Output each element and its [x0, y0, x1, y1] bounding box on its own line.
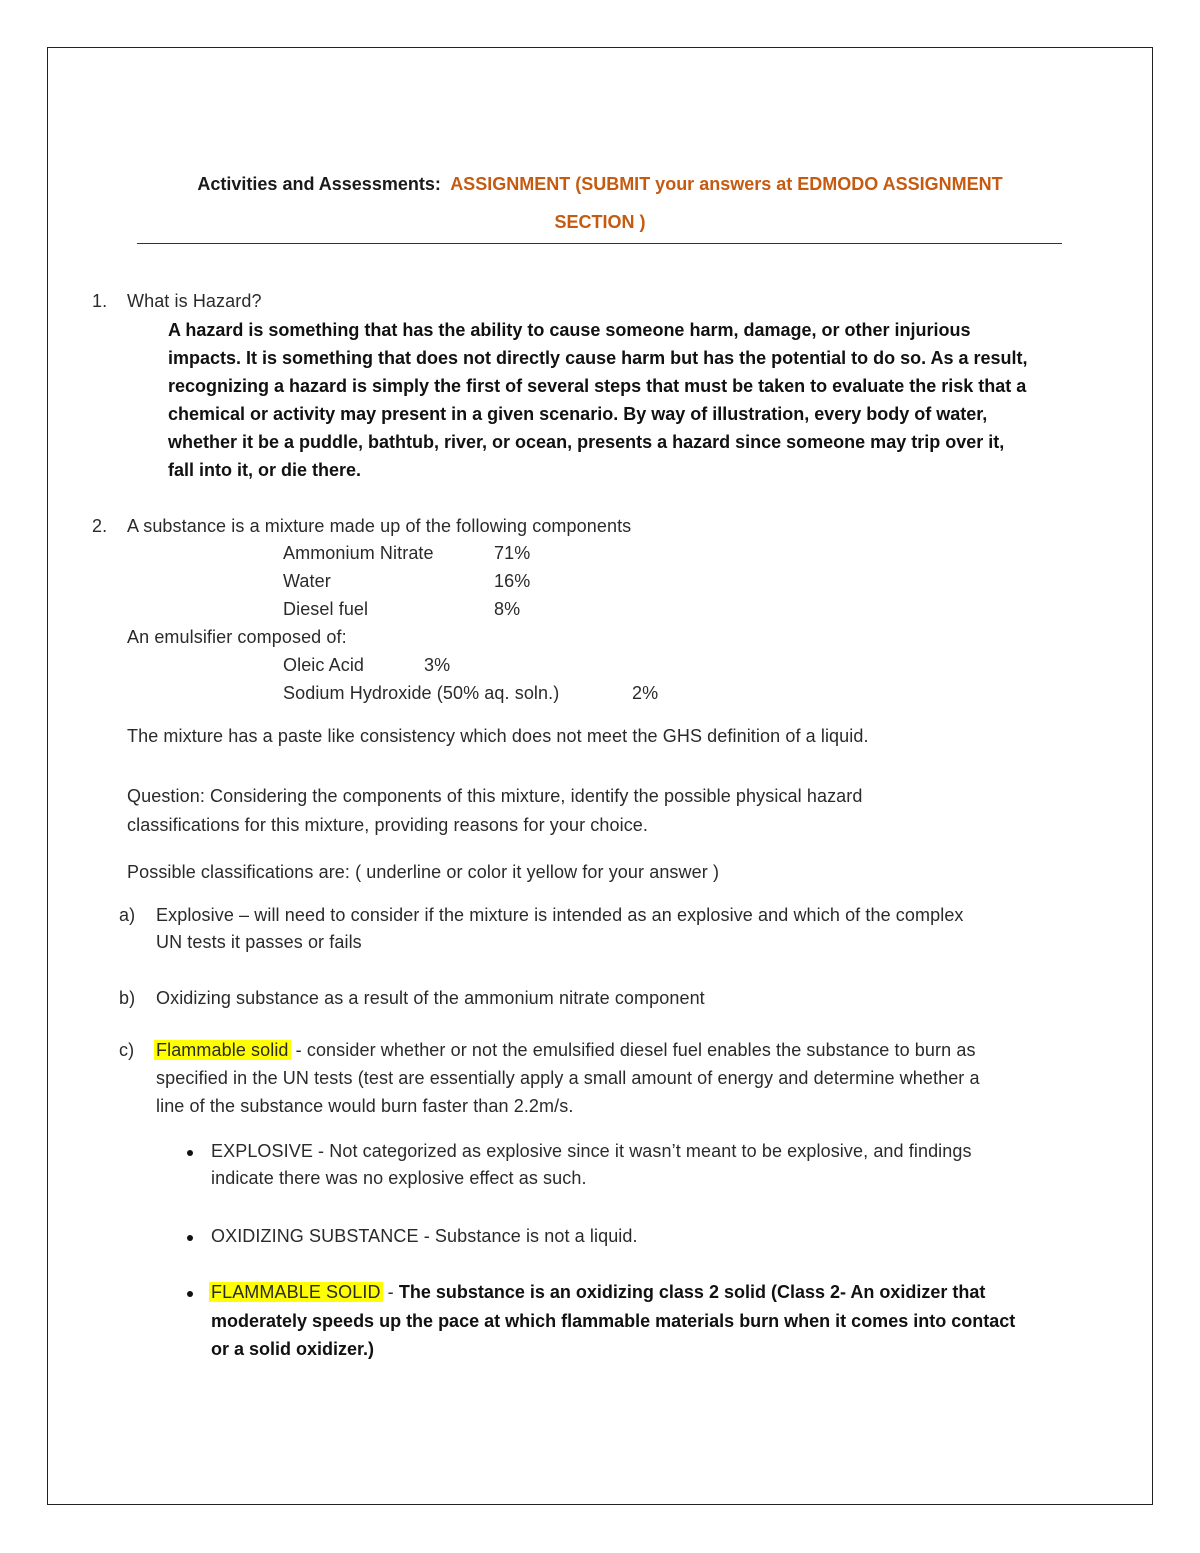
option-line — [154, 1040, 976, 1061]
q1-answer-line: chemical or activity may present in a given scenario. By way of illustration, every body of water, — [168, 404, 988, 424]
highlighted-answer: Flammable solid — [156, 1040, 289, 1060]
option-line: Oxidizing substance as a result of the ammonium nitrate component — [156, 988, 705, 1008]
q1-answer-line: impacts. It is something that does not directly cause harm but has the potential to do so. As a result, — [168, 348, 1028, 368]
question-line: Question: Considering the components of this mixture, identify the possible physical hazard — [127, 786, 863, 806]
option-letter: a) — [119, 905, 136, 925]
bullet-icon — [187, 1235, 193, 1241]
component-name: Diesel fuel — [283, 599, 369, 619]
q2-intro: A substance is a mixture made up of the following components — [127, 516, 632, 536]
q1-answer-line: fall into it, or die there. — [168, 460, 362, 480]
emulsifier-name: Sodium Hydroxide (50% aq. soln.) — [283, 683, 560, 703]
bullet-line: EXPLOSIVE - Not categorized as explosive since it wasn’t meant to be explosive, and findings — [211, 1141, 972, 1161]
option-rest: - consider whether or not the emulsified diesel fuel enables the substance to burn as — [290, 1040, 976, 1060]
highlighted-answer: FLAMMABLE SOLID — [211, 1282, 381, 1302]
bullet-line: OXIDIZING SUBSTANCE - Substance is not a liquid. — [211, 1226, 638, 1246]
component-pct: 71% — [494, 543, 531, 563]
assignment-title-line2: SECTION ) — [554, 212, 646, 232]
option-line: specified in the UN tests (test are essentially apply a small amount of energy and determine whether a — [156, 1068, 980, 1088]
emulsifier-label: An emulsifier composed of: — [127, 627, 347, 647]
bullet-bold-line: or a solid oxidizer.) — [211, 1339, 375, 1359]
emulsifier-pct: 3% — [424, 655, 451, 675]
component-name: Ammonium Nitrate — [283, 543, 434, 563]
bullet-line — [209, 1282, 985, 1303]
q1-question: What is Hazard? — [127, 291, 262, 311]
bullet-line: indicate there was no explosive effect as such. — [211, 1168, 587, 1188]
component-pct: 8% — [494, 599, 521, 619]
emulsifier-pct: 2% — [632, 683, 659, 703]
q1-answer-line: A hazard is something that has the ability to cause someone harm, damage, or other injurious — [168, 320, 971, 340]
option-line: UN tests it passes or fails — [156, 932, 362, 952]
option-letter: c) — [119, 1040, 135, 1060]
bullet-bold-line: moderately speeds up the pace at which flammable materials burn when it comes into contact — [211, 1311, 1016, 1331]
q1-answer-line: whether it be a puddle, bathtub, river, or ocean, presents a hazard since someone may trip over it, — [168, 432, 1005, 452]
possible-classifications: Possible classifications are: ( underline or color it yellow for your answer ) — [127, 862, 720, 882]
assignment-title-line1: ASSIGNMENT (SUBMIT your answers at EDMODO ASSIGNMENT — [450, 174, 1003, 194]
heading-label: Activities and Assessments: — [197, 174, 441, 194]
component-pct: 16% — [494, 571, 531, 591]
assignment-heading — [100, 165, 1100, 241]
q2-number: 2. — [92, 516, 108, 536]
q1-number: 1. — [92, 291, 108, 311]
bullet-dash: - — [382, 1282, 399, 1302]
bullet-icon — [187, 1150, 193, 1156]
q1-answer-line: recognizing a hazard is simply the first of several steps that must be taken to evaluate the risk that a — [168, 376, 1027, 396]
option-line: line of the substance would burn faster than 2.2m/s. — [156, 1096, 574, 1116]
option-line: Explosive – will need to consider if the mixture is intended as an explosive and which of the complex — [156, 905, 964, 925]
component-name: Water — [283, 571, 331, 591]
consistency-note: The mixture has a paste like consistency which does not meet the GHS definition of a liquid. — [127, 726, 869, 746]
bullet-bold-text: The substance is an oxidizing class 2 solid (Class 2- An oxidizer that — [398, 1282, 986, 1302]
bullet-icon — [187, 1291, 193, 1297]
option-letter: b) — [119, 988, 136, 1008]
emulsifier-name: Oleic Acid — [283, 655, 365, 675]
heading-divider — [137, 243, 1062, 244]
question-line: classifications for this mixture, providing reasons for your choice. — [127, 815, 649, 835]
